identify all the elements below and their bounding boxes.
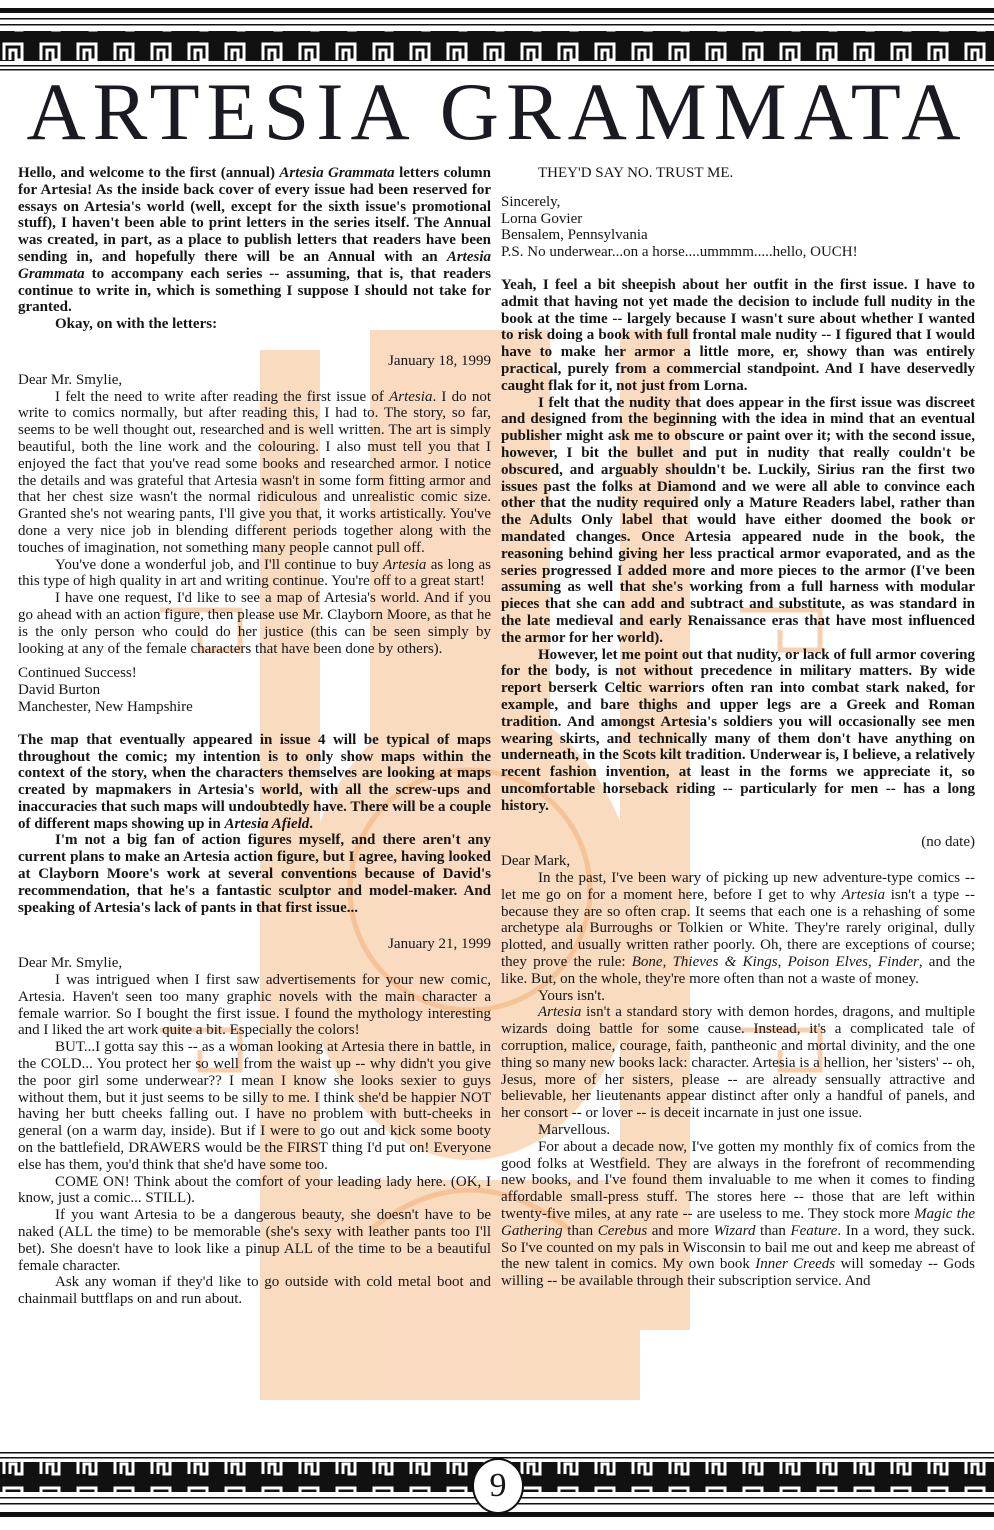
text-run: Okay, on with the letters: [55, 316, 218, 333]
italic-title-text: Artesia [383, 556, 427, 573]
text-run: . I do not write to comics normally, but after reading this, I had to. The story, so far, seems to be well thought out, researched and is well written. The art is simply beautiful, both the line work and the colouring. I also must tell you that I enjoyed the fact that you've read some books and researched armor. I notice the details and was grateful that Artesia wasn't in some form fitting armor and that her chest size wasn't the normal ridiculous and unrealistic comic size. Granted she's not wearing pants, I'll give you that, it works artistically. You've done a very nice job in blending different periods together along with the touches of imagination, not something many people cannot pull off. [18, 388, 492, 556]
editor-response-paragraph [501, 277, 975, 395]
letter-salutation [501, 853, 975, 870]
letter-paragraph [18, 590, 491, 657]
text-run: Manchester, New Hampshire [18, 698, 193, 715]
letter-paragraph [18, 1174, 491, 1208]
text-run: , [867, 954, 878, 971]
text-run: I have one request, I'd like to see a map of Artesia's world. And if you go ahead with an action figure, then please use Mr. Clayborn Moore, as that he is the only person who could do her justice (this can be seen simply by looking at any of the female characters that have been done by others). [18, 590, 491, 657]
text-run: isn't a standard story with demon hordes, dragons, and multiple wizards doing battle for some cause. Instead, it's a complicated tale of corruption, malice, courage, faith, pantheonic and mortal divinity, and the one thing so many new books lack: character. Artesia is a hellion, her 'sisters' -- oh, Jesus, more of her sisters, please -- are already sensually attractive and believable, her lieutenants appear distinct after only a handful of panels, and her consort -- or lover -- is deceit incarnate in just one issue. [501, 1004, 975, 1122]
greek-key-border-top [0, 6, 994, 72]
letter-paragraph [18, 1274, 491, 1308]
letter-signoff [18, 682, 491, 699]
text-run: and more [647, 1222, 714, 1239]
letter-paragraph [18, 389, 491, 557]
italic-title-text: Thieves & Kings [672, 954, 778, 971]
text-run: Yours isn't. [538, 987, 606, 1004]
text-run: , [662, 954, 673, 971]
italic-title-text: Inner Creeds [755, 1256, 836, 1273]
italic-title-text: Magic the Gathering [501, 1206, 975, 1239]
letter-date [501, 834, 975, 851]
text-run: (no date) [921, 834, 975, 851]
italic-title-text: Poison Elves [787, 954, 868, 971]
letter-paragraph [18, 1207, 491, 1274]
text-run: . In a word, they suck. So I've counted on my pals in Wisconsin to bail me out and keep me abreast of the new talent in comics. My own book [501, 1222, 976, 1273]
text-run: COME ON! Think about the comfort of your leading lady here. (OK, I know, just a comic... STILL). [18, 1173, 491, 1207]
italic-title-text: Artesia Grammata [279, 165, 395, 181]
letter-paragraph [501, 1004, 975, 1122]
text-run: letters column for Artesia! As the inside back cover of every issue had been reserved for essays on Artesia's world (well, except for the sixth issue's promotional stuff), I haven't been able to print letters in the series itself. The Annual was created, in part, as a place to publish letters that readers have been sending in, and hopefully there will be an Annual with an [18, 165, 491, 265]
text-run: However, let me point out that nudity, or lack of full armor covering for the body, is not without precedence in military matters. By wide report berserk Celtic warriors often ran into combat stark naked, for example, and bare thighs and upper legs are a Greek and Roman tradition. And amongst Artesia's soldiers you will occasionally see men wearing skirts, and technically many of them don't have anything on underneath, in the Scots kilt tradition. Underwear is, I believe, a relatively recent fashion invention, at least in the forms we appreciate it, so uncomfortable horseback riding -- particularly for men -- has a long history. [501, 646, 976, 814]
letter-paragraph [18, 557, 491, 591]
letter-paragraph [501, 870, 975, 988]
text-run: Dear Mr. Smylie, [18, 371, 123, 388]
page-title: ARTESIA GRAMMATA [26, 66, 968, 157]
text-run: Continued Success! [18, 665, 137, 682]
text-run: Ask any woman if they'd like to go outside with cold metal boot and chainmail buttflaps on and run about. [18, 1274, 491, 1308]
letter-signoff [501, 211, 975, 228]
letter-date [18, 353, 491, 370]
editor-response-paragraph [18, 316, 491, 333]
right-column [501, 165, 975, 1290]
italic-title-text: Finder [877, 954, 919, 971]
text-run: I'm not a big fan of action figures myself, and there aren't any current plans to make an Artesia action figure, but I agree, having looked at Clayborn Moore's work at several conventions because of David's recommendation, that he's a fantastic sculptor and model-maker. And speaking of Artesia's lack of pants in that first issue... [18, 832, 491, 916]
text-run: I felt that the nudity that does appear in the first issue was discreet and designed from the beginning with the idea in mind that an eventual publisher might ask me to obscure or paint over it; with the second issue, however, I bit the bullet and put in nudity that really couldn't be obscured, and arguably shouldn't be. Luckily, Sirius ran the first two issues past the folks at Diamond and we were all able to convince each other that the nudity required only a Mature Readers label, rather than the Adults Only label that would have either doomed the book or mandated changes. Once Artesia appeared nude in the book, the reasoning behind giving her less practical armor evaporated, and as the series progressed I added more and more pieces to the armor (I've been assuming as well that she's working from a full harness with modular pieces that she can add and subtract and substitute, as was standard in the late medieval and early Renaissance eras that have most influenced the armor for her world). [501, 394, 975, 646]
letter-paragraph [501, 1122, 975, 1139]
text-run: isn't a type -- because they are so often crap. It seems that each one is a rehashing of some archetype ala Burroughs or Tolkien or White. They're rarely original, dully plotted, and usually written rather poorly. Oh, there are exceptions of course; they prove the rule: [501, 886, 975, 971]
editor-response-paragraph [18, 165, 491, 316]
italic-title-text: Wizard [713, 1222, 756, 1239]
text-run: For about a decade now, I've gotten my monthly fix of comics from the good folks at Westfield. They are always in the forefront of recommending new books, and I've found them invaluable to me when it comes to finding affordable small-press stuff. The stores here -- those that are left within twenty-five miles, at any rate -- are useless to me. They stock more [501, 1138, 975, 1223]
text-run: Yeah, I feel a bit sheepish about her outfit in the first issue. I have to admit that having not yet made the decision to include full nudity in the book at the time -- largely because I wasn't sure about whether I wanted to risk doing a book with full frontal male nudity -- I figured that I would have to make her armor a little more, er, showy than was entirely practical, purely from a commercial standpoint. And I have deservedly caught flak for it, not just from Lorna. [501, 276, 975, 394]
letter-signoff [501, 227, 975, 244]
italic-title-text: Artesia Afield [224, 815, 310, 832]
text-run: to accompany each series -- assuming, that is, that readers continue to write in, which is something I suppose I should not take for granted. [18, 265, 491, 316]
letter-paragraph [18, 1039, 491, 1173]
italic-title-text: Artesia [841, 886, 885, 903]
text-run: THEY'D SAY NO. TRUST ME. [538, 165, 734, 181]
text-run: will someday -- Gods willing -- be available through their subscription service. And [501, 1256, 975, 1290]
text-run: Sincerely, [501, 193, 561, 210]
text-run: If you want Artesia to be a dangerous beauty, she doesn't have to be naked (ALL the time) to be memorable (she's sexy with leather pants too I'll bet). She doesn't have to look like a pinup ALL of the time to be a beautiful female character. [18, 1207, 491, 1274]
text-run: Lorna Govier [501, 210, 583, 227]
letter-signoff [501, 194, 975, 211]
text-run: Dear Mr. Smylie, [18, 955, 123, 972]
text-run: Marvellous. [538, 1122, 611, 1139]
text-run: David Burton [18, 682, 101, 699]
text-run: Hello, and welcome to the first (annual) [18, 165, 280, 181]
text-run: than [755, 1222, 791, 1239]
italic-title-text: Cerebus [597, 1222, 648, 1239]
letter-salutation [18, 955, 491, 972]
letter-signoff [501, 244, 975, 261]
letter-signoff [18, 665, 491, 682]
text-run: . [309, 815, 314, 832]
editor-response-paragraph [18, 732, 491, 833]
italic-title-text: Feature [790, 1222, 838, 1239]
italic-title-text: Artesia [538, 1004, 582, 1021]
text-run: P.S. No underwear...on a horse....ummmm.....hello, OUCH! [501, 244, 858, 261]
letter-paragraph [501, 165, 975, 182]
letter-paragraph [18, 972, 491, 1039]
editor-response-paragraph [501, 395, 975, 647]
text-run: Dear Mark, [501, 853, 571, 870]
text-run: The map that eventually appeared in issue 4 will be typical of maps throughout the comic; my intention is to only show maps within the context of the story, when the characters themselves are looking at maps created by mapmakers in Artesia's world, with all the screw-ups and inaccuracies that such maps will undoubtedly have. There will be a couple of different maps showing up in [18, 731, 491, 832]
text-run: than [562, 1222, 598, 1239]
text-run: as long as this type of high quality in art and writing continue. You're off to a great start! [18, 556, 491, 590]
italic-title-text: Bone [631, 954, 663, 971]
page-number: 9 [472, 1458, 524, 1514]
letter-salutation [18, 372, 491, 389]
italic-title-text: Artesia [389, 388, 433, 405]
text-run: January 21, 1999 [388, 936, 491, 953]
text-run: January 18, 1999 [388, 352, 491, 369]
letter-signoff [18, 699, 491, 716]
letter-paragraph [501, 1139, 975, 1290]
text-run: Bensalem, Pennsylvania [501, 227, 648, 244]
editor-response-paragraph [501, 647, 975, 815]
text-run: , [777, 954, 788, 971]
text-run: You've done a wonderful job, and I'll continue to buy [55, 556, 384, 573]
text-run: In the past, I've been wary of picking up new adventure-type comics -- let me go on for a moment here, before I get to why [501, 870, 975, 903]
letter-date [18, 936, 491, 953]
left-column [18, 165, 491, 1308]
text-run: BUT...I gotta say this -- as a woman looking at Artesia there in battle, in the COLD... You protect her so well from the waist up -- why didn't you give the poor girl some underwear?? I mean I know she looks sexier to guys without them, but it just seems to be silly to me. I think she'd be happier NOT having her butt cheeks falling out. I have no problem with butt-cheeks in general (on a warm day, inside). But if I were to go out and kick some booty on the battlefield, DRAWERS would be the FIRST thing I'd put on! Everyone else has them, you'd think that she'd have some too. [18, 1039, 491, 1173]
italic-title-text: Artesia Grammata [18, 248, 491, 282]
text-run: I felt the need to write after reading the first issue of [55, 388, 390, 405]
letter-paragraph [501, 988, 975, 1005]
editor-response-paragraph [18, 832, 491, 916]
text-run: I was intrigued when I first saw advertisements for your new comic, Artesia. Haven't seen too many graphic novels with the main character a female warrior. So I bought the first issue. I found the mythology interesting and I liked the art work quite a bit. Especially the colors! [18, 972, 491, 1039]
text-run: , and the like. But, on the whole, they're more often than not a waste of money. [501, 954, 976, 987]
